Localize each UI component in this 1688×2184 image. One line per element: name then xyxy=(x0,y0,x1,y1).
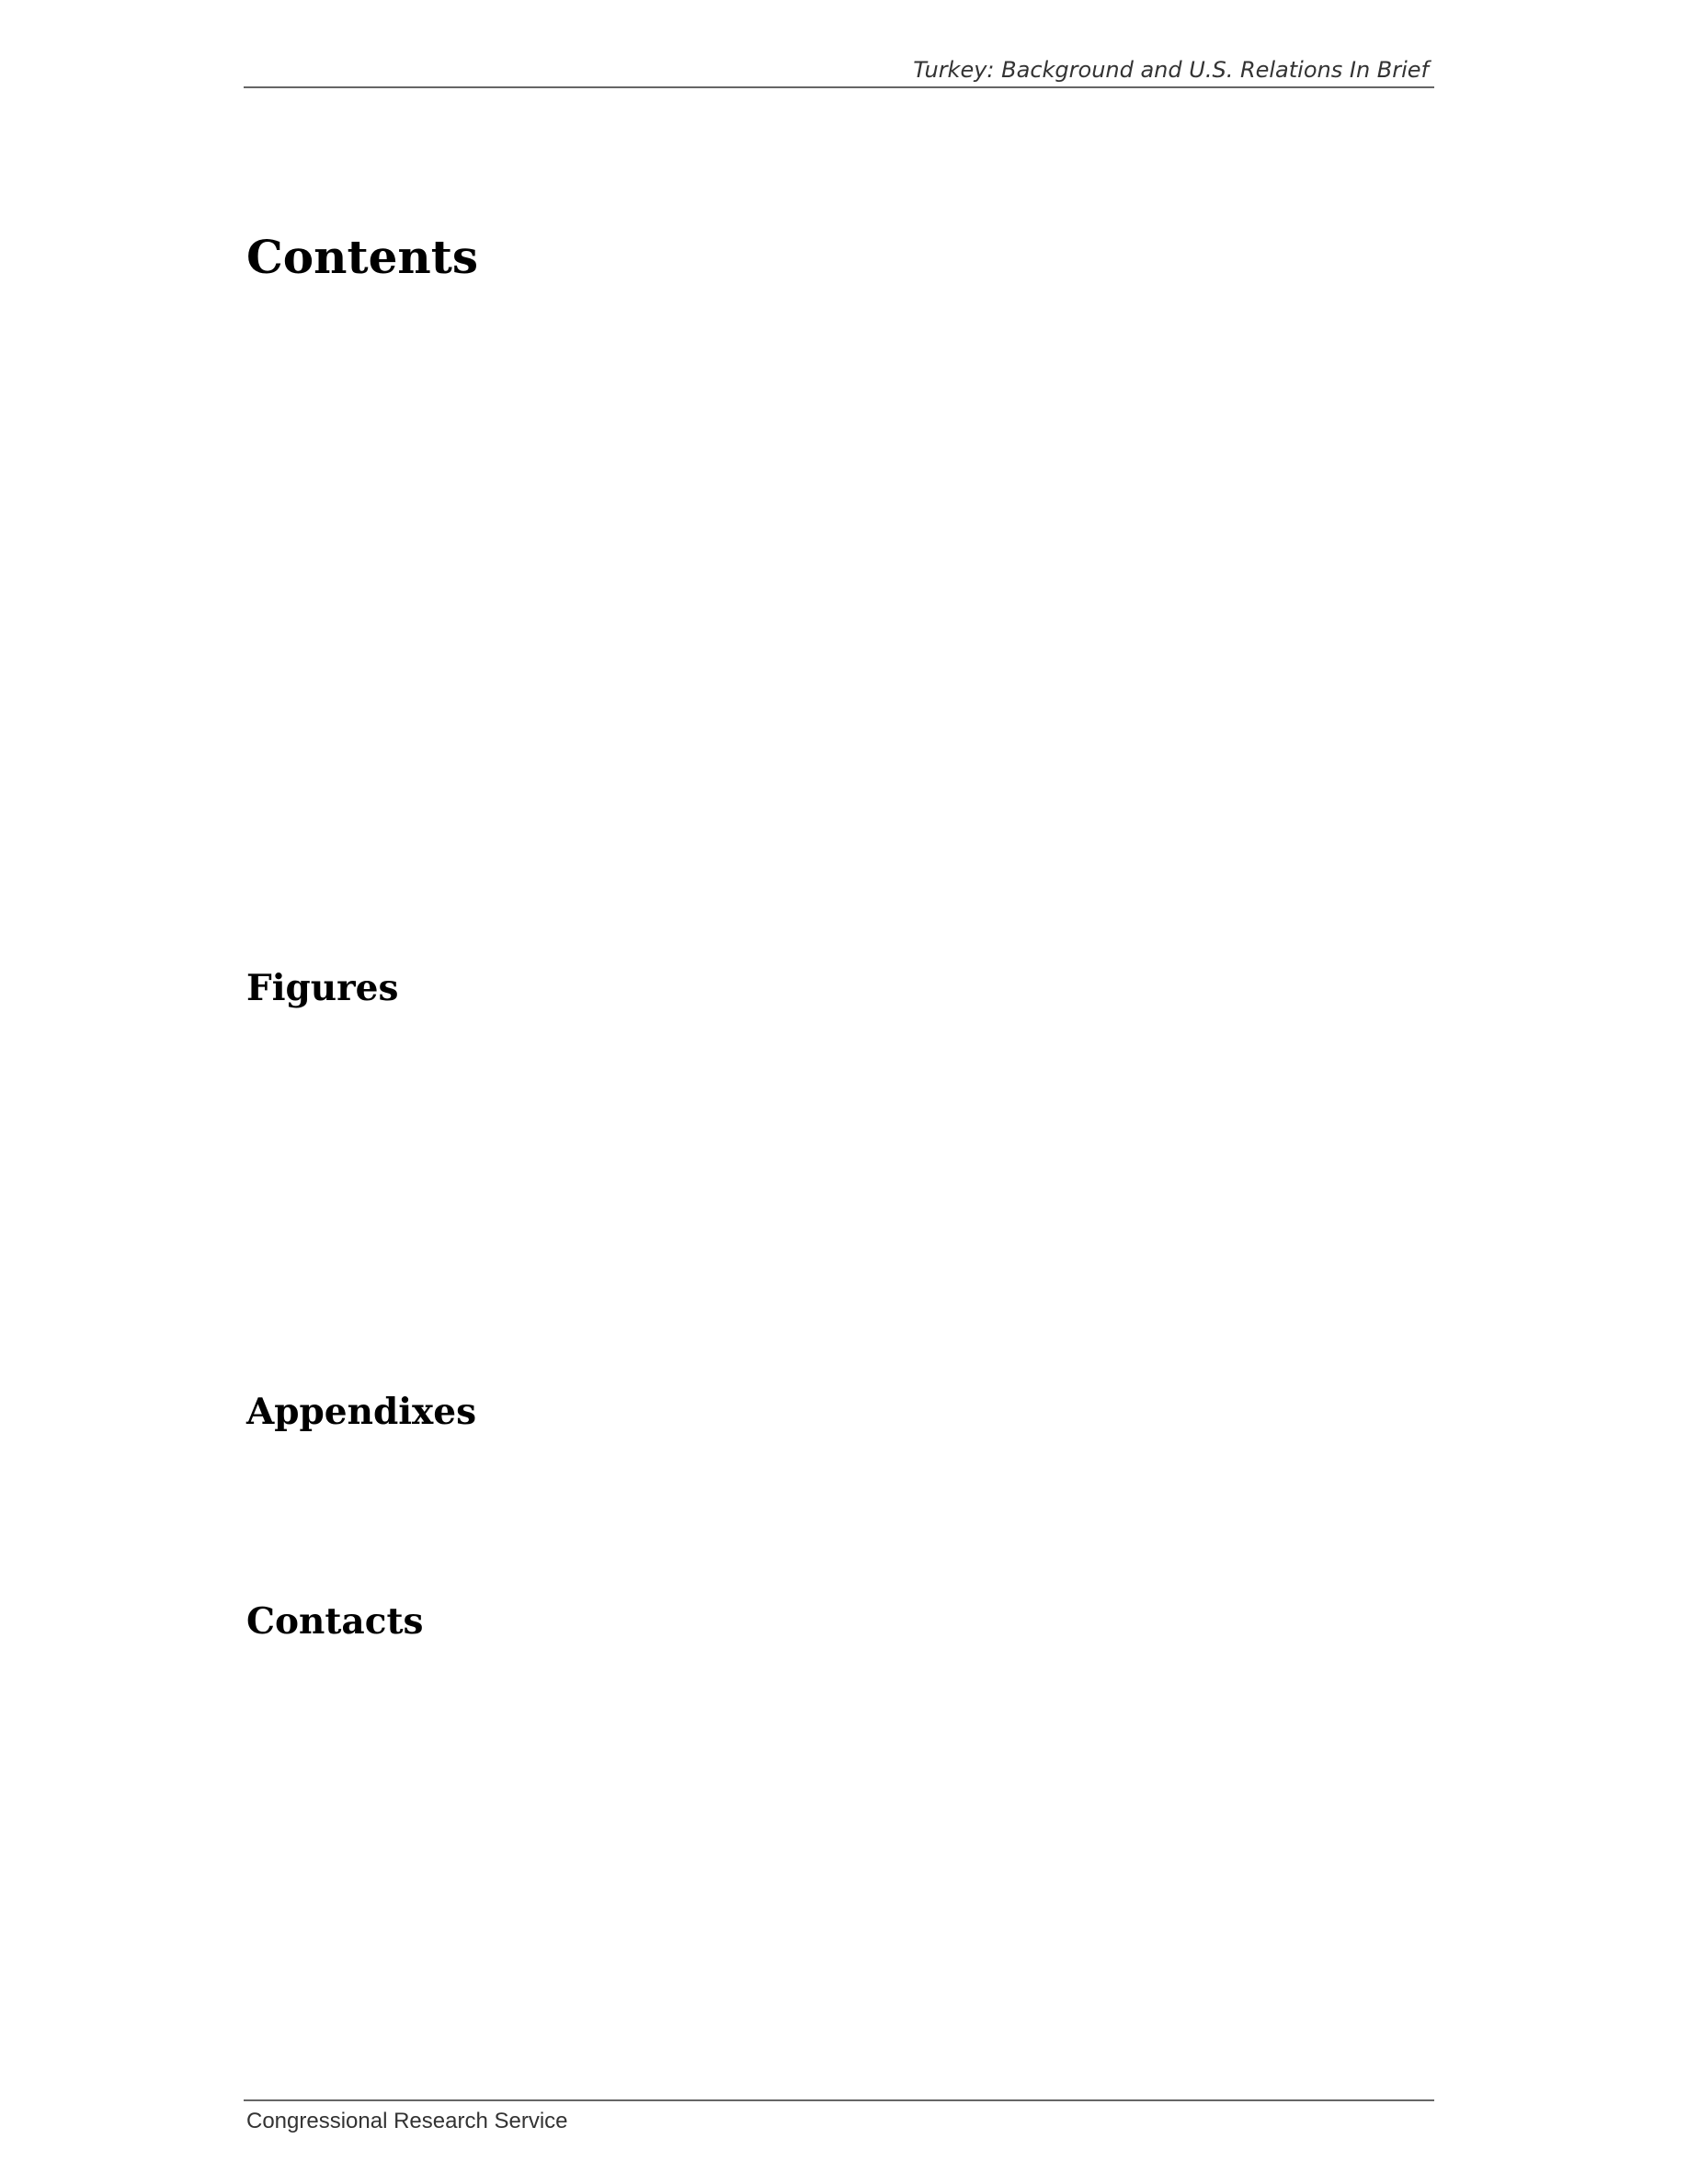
running-header-title: Turkey: Background and U.S. Relations In Brief xyxy=(913,57,1429,83)
page-footer xyxy=(244,2099,1434,2133)
contacts-heading: Contacts xyxy=(246,1600,424,1643)
footer-text: Congressional Research Service xyxy=(246,2109,568,2133)
figures-heading: Figures xyxy=(246,967,399,1009)
running-header xyxy=(244,57,1434,88)
appendixes-heading: Appendixes xyxy=(246,1391,477,1433)
contents-heading: Contents xyxy=(246,230,479,284)
